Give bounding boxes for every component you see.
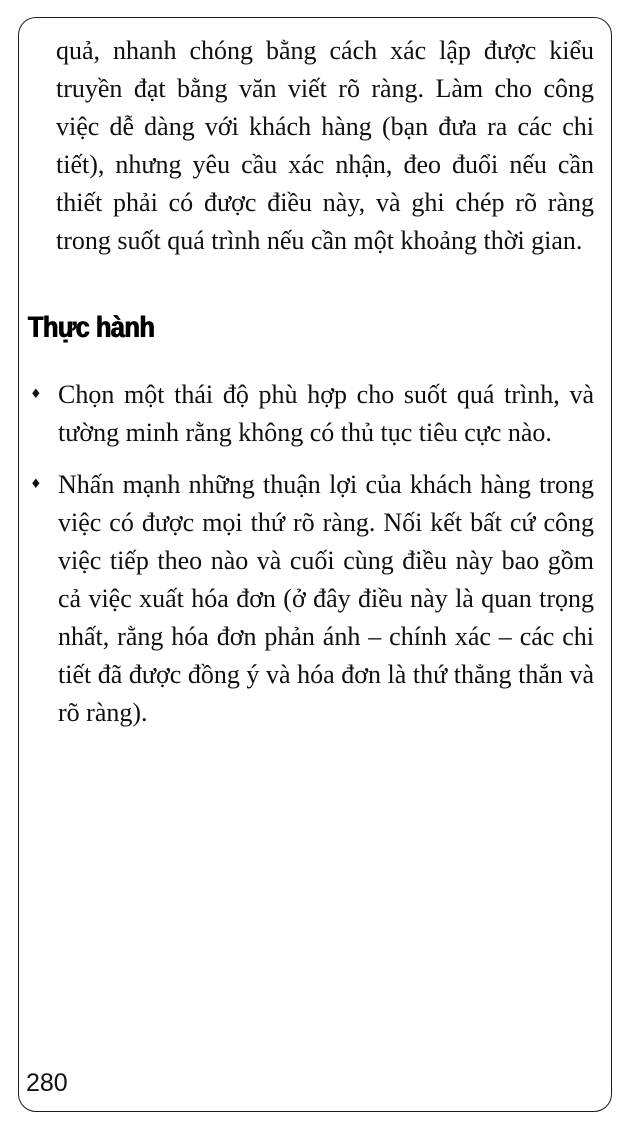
bullet-list	[19, 376, 594, 732]
section-heading: Thực hành	[28, 311, 155, 344]
bullet-text: Chọn một thái độ phù hợp cho suốt quá trình, và tường minh rằng không có thủ tục tiêu cực nào.	[58, 380, 594, 447]
bullet-diamond-icon: ♦	[30, 387, 42, 402]
body-paragraph: quả, nhanh chóng bằng cách xác lập được kiểu truyền đạt bằng văn viết rõ ràng. Làm cho công việc dễ dàng với khách hàng (bạn đưa ra các chi tiết), nhưng yêu cầu xác nhận, đeo đuổi nếu cần thiết phải có được điều này, và ghi chép rõ ràng trong suốt quá trình nếu cần một khoảng thời gian.	[56, 36, 594, 255]
page-number: 280	[26, 1069, 68, 1097]
book-page	[18, 17, 612, 1112]
bullet-text: Nhấn mạnh những thuận lợi của khách hàng trong việc có được mọi thứ rõ ràng. Nối kết bất cứ công việc tiếp theo nào và cuối cùng điều này bao gồm cả việc xuất hóa đơn (ở đây điều này là quan trọng nhất, rằng hóa đơn phản ánh – chính xác – các chi tiết đã được đồng ý và hóa đơn là thứ thẳng thắn và rõ ràng).	[58, 470, 594, 727]
bullet-diamond-icon: ♦	[30, 477, 42, 492]
list-item	[19, 466, 594, 732]
list-item	[19, 376, 594, 452]
